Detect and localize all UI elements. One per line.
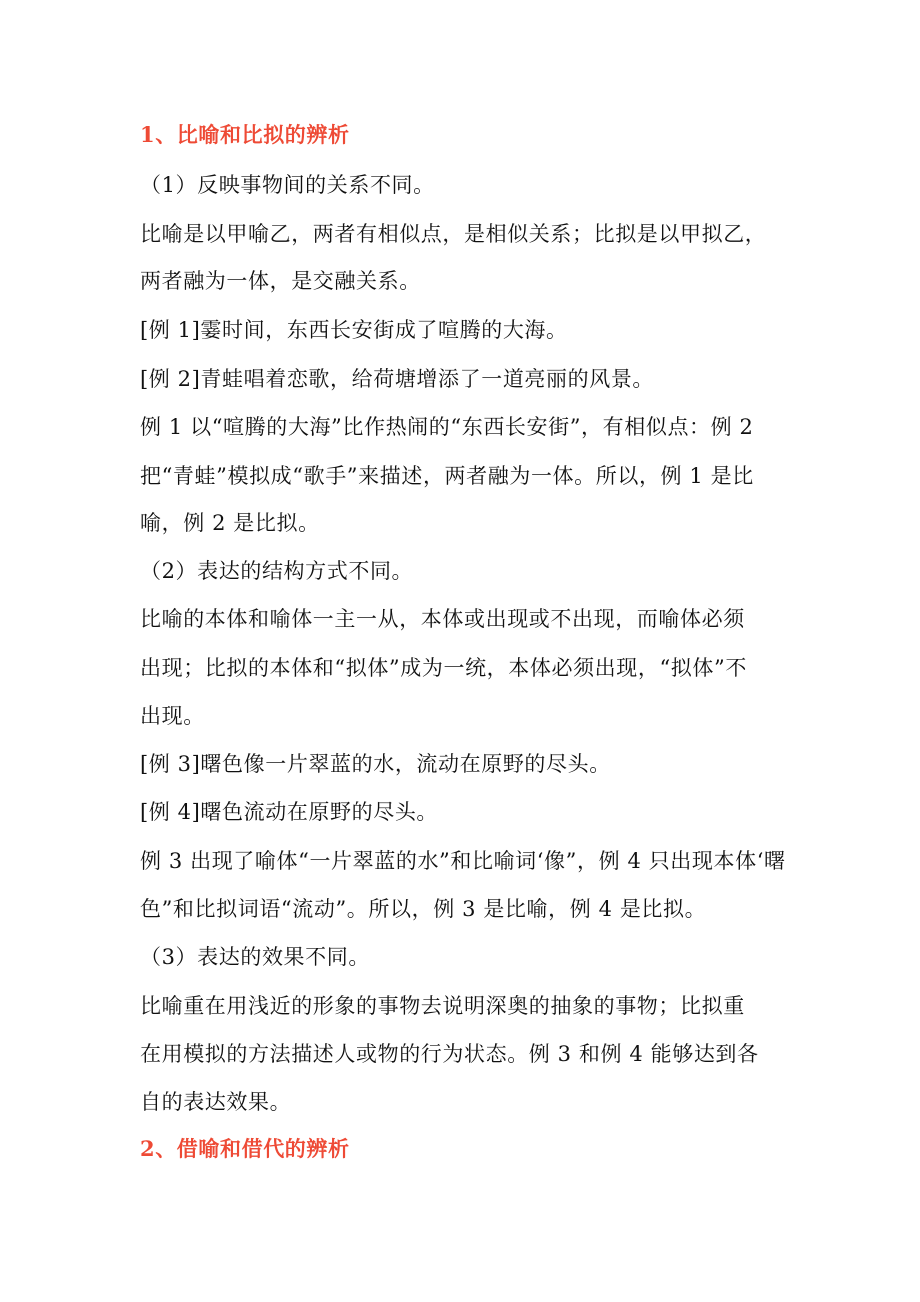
paragraph-line: 把“青蛙”模拟成“歌手”来描述，两者融为一体。所以，例 1 是比	[140, 464, 754, 488]
example-2: [例 2]青蛙唱着恋歌，给荷塘增添了一道亮丽的风景。	[140, 367, 655, 391]
paragraph-line: 色”和比拟词语“流动”。所以，例 3 是比喻，例 4 是比拟。	[140, 897, 707, 921]
paragraph-line: 自的表达效果。	[140, 1090, 292, 1114]
paragraph-line: 比喻的本体和喻体一主一从，本体或出现或不出现，而喻体必须	[140, 607, 745, 631]
example-4: [例 4]曙色流动在原野的尽头。	[140, 800, 439, 824]
paragraph-line: 在用模拟的方法描述人或物的行为状态。例 3 和例 4 能够达到各	[140, 1042, 759, 1066]
example-3: [例 3]曙色像一片翠蓝的水，流动在原野的尽头。	[140, 752, 611, 776]
paragraph-line: 出现。	[140, 704, 205, 728]
paragraph-line: 比喻重在用浅近的形象的事物去说明深奥的抽象的事物；比拟重	[140, 994, 745, 1018]
paragraph-line: 例 1 以“喧腾的大海”比作热闹的“东西长安街”，有相似点：例 2	[140, 415, 754, 439]
subheading-1: （1）反映事物间的关系不同。	[140, 173, 435, 197]
paragraph-line: 比喻是以甲喻乙，两者有相似点，是相似关系；比拟是以甲拟乙，	[140, 222, 767, 246]
subheading-2: （2）表达的结构方式不同。	[140, 559, 414, 583]
example-1: [例 1]霎时间，东西长安街成了喧腾的大海。	[140, 318, 568, 342]
paragraph-line: 出现；比拟的本体和“拟体”成为一统，本体必须出现，“拟体”不	[140, 656, 747, 680]
section-heading-2: 2、借喻和借代的辨析	[140, 1136, 350, 1161]
paragraph-line: 喻，例 2 是比拟。	[140, 511, 320, 535]
paragraph-line: 两者融为一体，是交融关系。	[140, 269, 421, 293]
section-heading-1: 1、比喻和比拟的辨析	[140, 122, 350, 147]
subheading-3: （3）表达的效果不同。	[140, 945, 370, 969]
paragraph-line: 例 3 出现了喻体“一片翠蓝的水”和比喻词‘像”，例 4 只出现本体‘曙	[140, 849, 786, 873]
